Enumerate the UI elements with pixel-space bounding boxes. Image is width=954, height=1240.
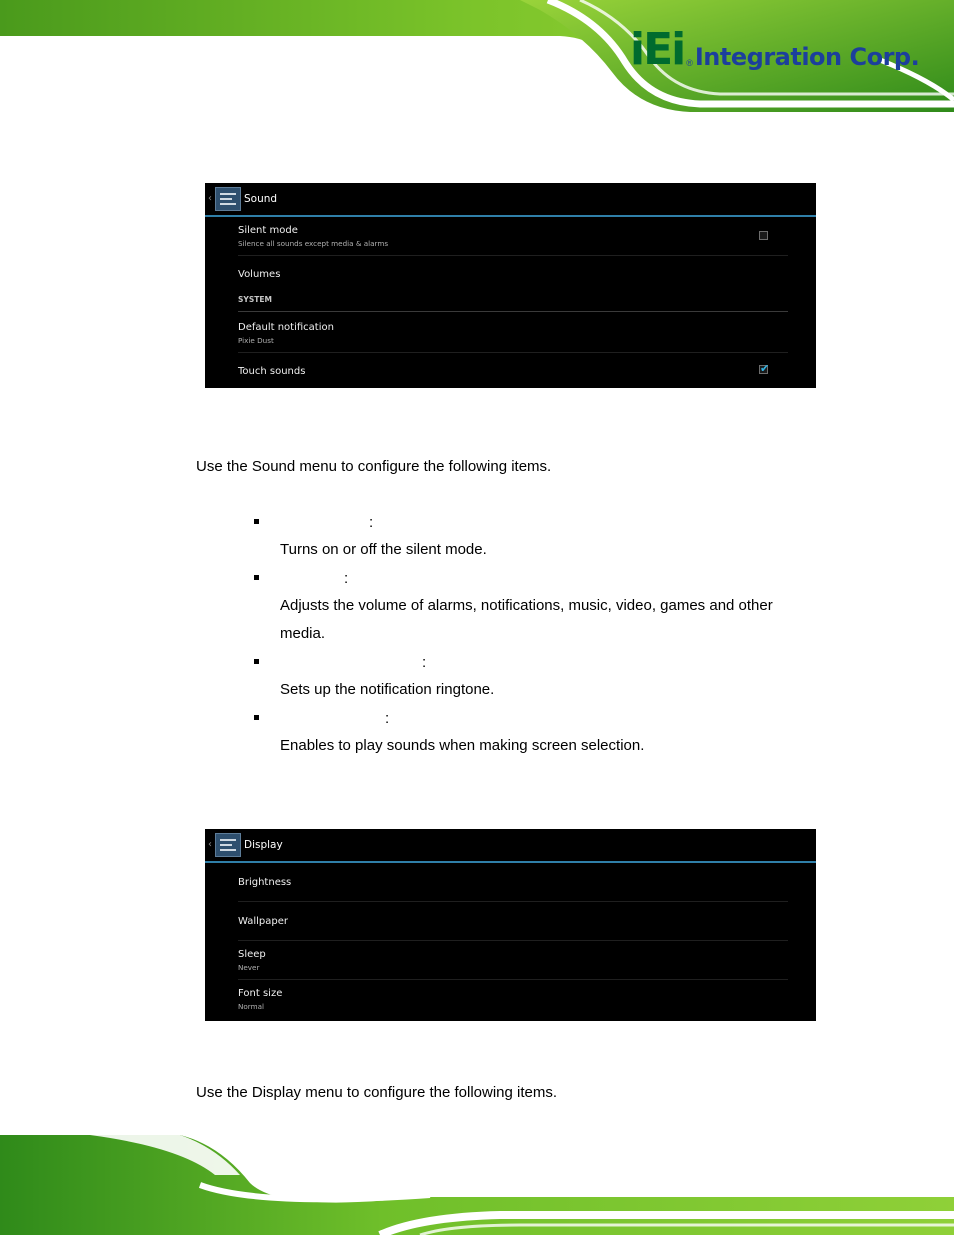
sound-action-bar (205, 183, 816, 217)
silent-mode-checkbox[interactable] (759, 231, 768, 240)
default-notification-description: Sets up the notification ringtone. (280, 681, 495, 698)
volumes-description: Adjusts the volume of alarms, notifications, music, video, games and other media. (280, 597, 773, 642)
touch-sounds-title: Touch sounds (238, 366, 306, 377)
footer-banner (0, 1135, 954, 1235)
company-name: Integration Corp. (694, 43, 920, 71)
display-screen-title: Display (244, 839, 283, 851)
silent-mode-subtitle: Silence all sounds except media & alarms (238, 239, 389, 248)
settings-sliders-icon (215, 833, 241, 857)
volumes-title: Volumes (238, 269, 281, 280)
font-size-title: Font size (238, 988, 283, 999)
default-notification-colon: : (422, 654, 427, 671)
display-intro: Use the Display menu to configure the following items. (196, 1084, 558, 1101)
touch-sounds-checkbox[interactable] (759, 365, 768, 374)
brightness-title: Brightness (238, 877, 292, 888)
back-chevron-icon[interactable]: ‹ (208, 839, 212, 850)
display-settings-screenshot (205, 829, 816, 1021)
sleep-row[interactable] (238, 941, 788, 980)
header-banner (0, 0, 954, 112)
silent-mode-description: Turns on or off the silent mode. (280, 541, 487, 558)
bullet-icon (254, 659, 259, 664)
font-size-subtitle: Normal (238, 1002, 265, 1011)
volumes-colon: : (344, 570, 349, 587)
touch-sounds-colon: : (385, 710, 390, 727)
silent-mode-row[interactable] (238, 217, 788, 256)
bullet-icon (254, 575, 259, 580)
sound-settings-screenshot (205, 183, 816, 388)
sleep-subtitle: Never (238, 963, 260, 972)
bullet-icon (254, 715, 259, 720)
wallpaper-row[interactable] (238, 902, 788, 941)
footer-swoosh-graphic (0, 1135, 954, 1235)
default-notification-row[interactable] (238, 313, 788, 353)
bullet-icon (254, 519, 259, 524)
sound-screen-title: Sound (244, 193, 278, 205)
default-notification-subtitle: Pixie Dust (238, 336, 274, 345)
system-section-header: SYSTEM (238, 295, 788, 312)
logo-mark: iEi (630, 24, 685, 75)
touch-sounds-row[interactable] (238, 353, 788, 388)
touch-sounds-description: Enables to play sounds when making screen selection. (280, 737, 645, 754)
back-chevron-icon[interactable]: ‹ (208, 193, 212, 204)
silent-mode-title: Silent mode (238, 225, 298, 236)
sound-intro: Use the Sound menu to configure the following items. (196, 458, 552, 475)
settings-sliders-icon (215, 187, 241, 211)
silent-mode-colon: : (369, 514, 374, 531)
registered-mark: ® (686, 58, 693, 68)
brightness-row[interactable] (238, 863, 788, 902)
volumes-row[interactable] (238, 256, 788, 290)
display-action-bar (205, 829, 816, 863)
sleep-title: Sleep (238, 949, 266, 960)
company-logo (630, 24, 920, 75)
wallpaper-title: Wallpaper (238, 916, 289, 927)
default-notification-title: Default notification (238, 322, 334, 333)
font-size-row[interactable] (238, 980, 788, 1020)
